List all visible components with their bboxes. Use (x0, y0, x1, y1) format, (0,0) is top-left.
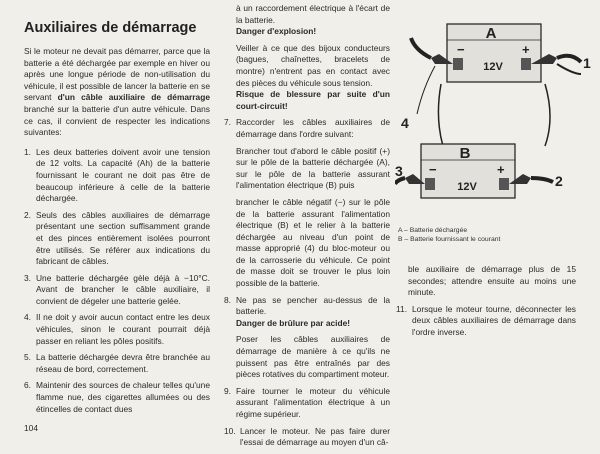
negative-cable-paragraph: brancher le câble négatif (−) sur le pôle de la batterie assurant l'alimentation électrique (B) et le relier à la batterie déchargée au niveau d'un point de masse approprié (4) du bloc-moteur ou de la carrosserie du véhicule. Ce point de masse doit se trouver le plus loin possible de la batterie. (236, 196, 390, 289)
callout-2: 2 (555, 173, 563, 189)
legend-a: A – Batterie déchargée (398, 227, 468, 234)
figure-legend (398, 226, 500, 244)
list-item: 9. Faire tourner le moteur du véhicule assurant l'alimentation électrique à un régime supérieur. (224, 385, 390, 419)
positive-cable-paragraph: Brancher tout d'abord le câble positif (+) sur le pôle de la batterie déchargée (A), sur le pôle de la batterie assurant l'alimentation électrique (B) puis (236, 145, 390, 191)
callout-4: 4 (401, 115, 409, 131)
list-item: 5. La batterie déchargée devra être branchée au réseau de bord, correctement. (24, 352, 210, 374)
callout-3: 3 (395, 163, 403, 179)
battery-b-voltage: 12V (457, 181, 477, 193)
list-item: 2. Seuls des câbles auxiliaires de démarrage présentant une section suffisamment grande et des pinces entièrement isolées pourront être utilisés. Se référer aux indications du fabricant de câbles. (24, 209, 210, 267)
page-title: Auxiliaires de démarrage (24, 20, 197, 36)
continuation-text: ble auxiliaire de démarrage plus de 15 secondes; attendre ensuite au moins une minute. (408, 264, 576, 298)
cable-routing-paragraph: Poser les câbles auxiliaires de démarrage de manière à ce qu'ils ne puissent pas être entraînés par des pièces rotatives du compartiment moteur. (236, 334, 390, 380)
list-item: 10. Lancer le moteur. Ne pas faire durer l'essai de démarrage au moyen d'un câ- (224, 425, 390, 448)
battery-a (431, 24, 557, 82)
warning-short-circuit: Risque de blessure par suite d'un court-circuit! (236, 89, 390, 111)
jewelry-paragraph: Veiller à ce que des bijoux conducteurs (bagues, chaînettes, bracelets de montre) n'entrent pas en contact avec des pièces du véhicule sous tension. (236, 42, 390, 88)
battery-a-plus: + (522, 42, 530, 57)
instruction-list-continued (224, 386, 390, 449)
list-item: 1. Les deux batteries doivent avoir une tension de 12 volts. La capacité (Ah) de la batterie fournissant le courant ne doit pas être de beaucoup inférieure à celle de la batterie déchargée. (24, 146, 210, 204)
list-item: 11. Lorsque le moteur tourne, déconnecter les deux câbles auxiliaires de démarrage dans l'ordre inverse. (396, 303, 576, 337)
instruction-list (24, 147, 210, 415)
battery-b (405, 144, 531, 198)
instruction-list-continued (396, 304, 576, 339)
column-left (24, 20, 210, 420)
list-item: 7. Raccorder les câbles auxiliaires de démarrage dans l'ordre suivant: (224, 117, 390, 139)
column-middle (224, 3, 390, 454)
battery-b-minus: − (429, 162, 437, 177)
battery-b-plus: + (497, 162, 505, 177)
column-right (396, 264, 576, 344)
intro-bold-text: d'un câble auxiliaire de démarrage (57, 92, 210, 103)
instruction-list-continued (224, 117, 390, 140)
list-item: 3. Une batterie déchargée gèle déjà à −10°C. Avant de brancher le câble auxiliaire, il convient de dégeler une batterie gelée. (24, 272, 210, 306)
warning-acid-burn: Danger de brûlure par acide! (236, 317, 351, 328)
battery-a-minus: − (457, 42, 465, 57)
callout-1: 1 (583, 55, 591, 71)
continuation-text: à un raccordement électrique à l'écart de la batterie. (236, 3, 390, 25)
battery-a-label: A (485, 25, 497, 42)
battery-a-voltage: 12V (483, 61, 503, 73)
instruction-list-continued (224, 295, 390, 318)
list-item: 4. Il ne doit y avoir aucun contact entre les deux véhicules, sinon le courant pourrait déjà passer en reliant les pôles positifs. (24, 312, 210, 346)
intro-text-end: branché sur la batterie d'un autre véhicule. Dans ce cas, il convient de respecter les indications suivantes: (24, 103, 210, 138)
battery-b-label: B (459, 145, 471, 162)
list-item: 6. Maintenir des sources de chaleur telles qu'une flamme nue, des cigarettes allumées ou des étincelles de contact dues (24, 380, 210, 414)
intro-paragraph (24, 46, 210, 139)
legend-b: B – Batterie fournissant le courant (398, 236, 501, 243)
warning-explosion: Danger d'explosion! (236, 26, 317, 37)
page-number: 104 (24, 423, 38, 433)
jump-start-diagram (395, 18, 595, 224)
list-item: 8. Ne pas se pencher au-dessus de la batterie. (224, 294, 390, 317)
intro-text: Si le moteur ne devait pas démarrer, parce que la batterie a été déchargée par exemple en hiver ou après une longue période de non-utilisation du véhicule, il est possible de lancer la batterie en se servant (24, 46, 210, 103)
